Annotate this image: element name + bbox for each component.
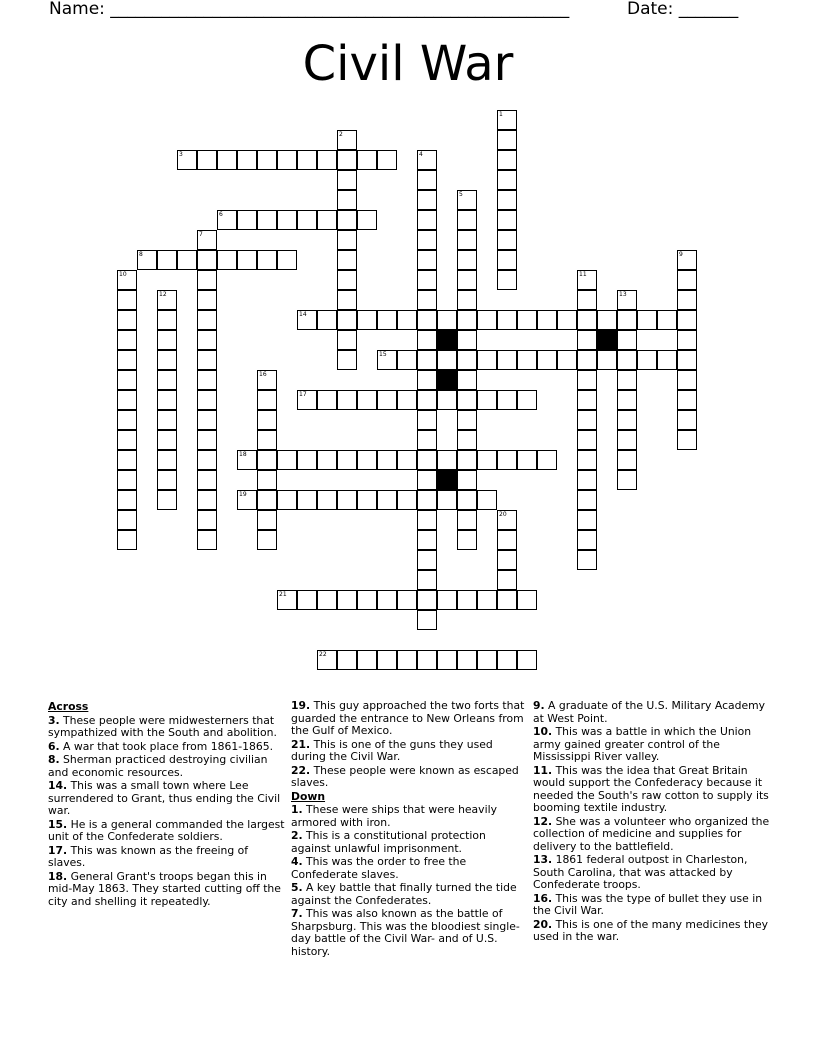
clue-number-13: 13 (619, 291, 627, 298)
grid-cell[interactable] (517, 450, 537, 470)
grid-cell[interactable] (497, 350, 517, 370)
grid-cell[interactable] (457, 370, 477, 390)
grid-cell[interactable] (477, 350, 497, 370)
grid-cell[interactable] (397, 490, 417, 510)
grid-cell[interactable] (257, 410, 277, 430)
grid-cell[interactable] (337, 490, 357, 510)
grid-cell[interactable] (337, 310, 357, 330)
grid-cell[interactable] (497, 390, 517, 410)
grid-cell[interactable] (677, 310, 697, 330)
grid-cell[interactable] (457, 230, 477, 250)
clue-number-12: 12 (159, 291, 167, 298)
grid-cell[interactable] (517, 310, 537, 330)
clue-number-2: 2 (339, 131, 343, 138)
grid-cell[interactable] (197, 370, 217, 390)
grid-cell[interactable] (157, 250, 177, 270)
grid-cell[interactable] (117, 490, 137, 510)
grid-cell[interactable] (497, 130, 517, 150)
clue-number-15: 15 (379, 351, 387, 358)
grid-cell[interactable] (317, 450, 337, 470)
down-clue-11: 11. This was the idea that Great Britain would support the Confederacy because it needed the South's raw cotton to supply its booming textile industry. (533, 763, 769, 814)
grid-cell[interactable] (617, 370, 637, 390)
grid-cell[interactable] (517, 390, 537, 410)
across-clue-14: 14. This was a small town where Lee surrendered to Grant, thus ending the Civil war. (48, 779, 281, 817)
grid-cell[interactable] (437, 590, 457, 610)
grid-cell[interactable] (257, 490, 277, 510)
clue-number-20: 20 (499, 511, 507, 518)
grid-cell[interactable] (157, 390, 177, 410)
down-heading: Down (291, 789, 326, 803)
grid-cell[interactable] (317, 210, 337, 230)
grid-cell[interactable] (397, 450, 417, 470)
across-clue-18: 18. General Grant's troops began this in mid-May 1863. They started cutting off the city and shelling it repeatedly. (48, 869, 281, 908)
grid-cell[interactable] (617, 310, 637, 330)
grid-cell[interactable] (677, 290, 697, 310)
name-field: Name: ______________________________________________________ (49, 0, 570, 19)
grid-cell[interactable] (437, 650, 457, 670)
grid-cell[interactable] (197, 430, 217, 450)
grid-cell[interactable] (617, 350, 637, 370)
grid-cell[interactable] (357, 310, 377, 330)
grid-cell[interactable] (417, 250, 437, 270)
clue-number-14: 14 (299, 311, 307, 318)
grid-cell[interactable] (337, 290, 357, 310)
grid-cell[interactable] (617, 470, 637, 490)
grid-cell[interactable] (317, 390, 337, 410)
grid-cell[interactable] (417, 350, 437, 370)
grid-cell[interactable] (157, 330, 177, 350)
grid-cell[interactable] (157, 370, 177, 390)
grid-cell[interactable] (317, 310, 337, 330)
grid-cell[interactable] (377, 490, 397, 510)
grid-cell[interactable] (437, 350, 457, 370)
grid-cell[interactable] (417, 370, 437, 390)
clue-number-5: 5 (459, 191, 463, 198)
grid-cell[interactable] (457, 350, 477, 370)
clues-column-3 (533, 700, 771, 945)
grid-cell[interactable] (577, 550, 597, 570)
grid-cell[interactable] (337, 150, 357, 170)
grid-cell[interactable] (417, 270, 437, 290)
clue-number-6: 6 (219, 211, 223, 218)
clue-number-17: 17 (299, 391, 307, 398)
grid-cell[interactable] (497, 210, 517, 230)
clues-column-2 (291, 700, 529, 959)
grid-cell[interactable] (217, 150, 237, 170)
grid-cell[interactable] (437, 490, 457, 510)
grid-cell[interactable] (617, 450, 637, 470)
grid-cell[interactable] (157, 450, 177, 470)
clue-number-22: 22 (319, 651, 327, 658)
grid-cell[interactable] (577, 390, 597, 410)
grid-cell[interactable] (157, 310, 177, 330)
clue-number-7: 7 (199, 231, 203, 238)
grid-cell[interactable] (497, 450, 517, 470)
grid-cell[interactable] (477, 490, 497, 510)
grid-cell[interactable] (417, 590, 437, 610)
grid-cell[interactable] (257, 450, 277, 470)
grid-cell[interactable] (337, 170, 357, 190)
grid-cell[interactable] (417, 190, 437, 210)
grid-cell[interactable] (417, 470, 437, 490)
grid-cell[interactable] (577, 470, 597, 490)
grid-cell[interactable] (257, 530, 277, 550)
grid-cell[interactable] (377, 450, 397, 470)
across-clue-3: 3. These people were midwesterners that sympathized with the South and abolition. (48, 713, 277, 739)
grid-cell[interactable] (497, 190, 517, 210)
grid-cell[interactable] (457, 210, 477, 230)
across-clue-21: 21. This is one of the guns they used during the Civil War. (291, 737, 493, 763)
grid-cell[interactable] (357, 210, 377, 230)
grid-cell[interactable] (517, 650, 537, 670)
grid-cell[interactable] (577, 510, 597, 530)
grid-cell[interactable] (417, 230, 437, 250)
grid-cell[interactable] (457, 410, 477, 430)
grid-cell[interactable] (297, 210, 317, 230)
across-clue-6: 6. A war that took place from 1861-1865. (48, 739, 274, 753)
grid-cell[interactable] (577, 370, 597, 390)
clue-number-10: 10 (119, 271, 127, 278)
grid-cell[interactable] (577, 330, 597, 350)
grid-cell[interactable] (337, 350, 357, 370)
grid-cell[interactable] (577, 430, 597, 450)
grid-cell[interactable] (117, 410, 137, 430)
grid-cell[interactable] (197, 410, 217, 430)
grid-cell[interactable] (417, 510, 437, 530)
grid-cell[interactable] (237, 210, 257, 230)
grid-cell[interactable] (557, 350, 577, 370)
grid-cell[interactable] (597, 350, 617, 370)
grid-cell[interactable] (197, 490, 217, 510)
grid-cell[interactable] (497, 570, 517, 590)
clue-number-19: 19 (239, 491, 247, 498)
grid-cell[interactable] (397, 590, 417, 610)
date-field: Date: _______ (627, 0, 739, 19)
grid-cell[interactable] (197, 330, 217, 350)
grid-cell[interactable] (297, 450, 317, 470)
grid-cell[interactable] (157, 470, 177, 490)
grid-cell[interactable] (617, 390, 637, 410)
grid-cell[interactable] (377, 310, 397, 330)
grid-cell[interactable] (457, 390, 477, 410)
grid-cell[interactable] (577, 350, 597, 370)
grid-cell[interactable] (457, 330, 477, 350)
black-cell (597, 330, 617, 350)
grid-cell[interactable] (457, 490, 477, 510)
down-clue-20: 20. This is one of the many medicines they used in the war. (533, 917, 769, 943)
grid-cell[interactable] (657, 310, 677, 330)
puzzle-title: Civil War (302, 36, 514, 92)
grid-cell[interactable] (437, 390, 457, 410)
grid-cell[interactable] (117, 470, 137, 490)
grid-cell[interactable] (197, 290, 217, 310)
grid-cell[interactable] (617, 410, 637, 430)
grid-cell[interactable] (337, 390, 357, 410)
grid-cell[interactable] (277, 150, 297, 170)
grid-cell[interactable] (497, 150, 517, 170)
grid-cell[interactable] (377, 590, 397, 610)
grid-cell[interactable] (197, 250, 217, 270)
grid-cell[interactable] (577, 310, 597, 330)
grid-cell[interactable] (177, 250, 197, 270)
grid-cell[interactable] (577, 490, 597, 510)
down-clue-16: 16. This was the type of bullet they use in the Civil War. (533, 891, 763, 917)
grid-cell[interactable] (357, 650, 377, 670)
grid-cell[interactable] (677, 270, 697, 290)
grid-cell[interactable] (417, 530, 437, 550)
grid-cell[interactable] (597, 310, 617, 330)
clue-number-1: 1 (499, 111, 503, 118)
grid-cell[interactable] (577, 450, 597, 470)
grid-cell[interactable] (477, 450, 497, 470)
black-cell (437, 470, 457, 490)
grid-cell[interactable] (417, 410, 437, 430)
grid-cell[interactable] (657, 350, 677, 370)
down-clue-10: 10. This was a battle in which the Union army gained greater control of the Mississippi River valley. (533, 725, 752, 763)
grid-cell[interactable] (417, 550, 437, 570)
across-heading: Across (48, 700, 89, 713)
grid-cell[interactable] (497, 230, 517, 250)
grid-cell[interactable] (117, 450, 137, 470)
grid-cell[interactable] (117, 390, 137, 410)
across-clue-15: 15. He is a general commanded the largest unit of the Confederate soldiers. (48, 817, 285, 843)
grid-cell[interactable] (257, 150, 277, 170)
grid-cell[interactable] (417, 610, 437, 630)
grid-cell[interactable] (397, 350, 417, 370)
grid-cell[interactable] (417, 290, 437, 310)
grid-cell[interactable] (477, 390, 497, 410)
grid-cell[interactable] (537, 350, 557, 370)
grid-cell[interactable] (257, 510, 277, 530)
grid-cell[interactable] (237, 150, 257, 170)
grid-cell[interactable] (497, 270, 517, 290)
grid-cell[interactable] (297, 490, 317, 510)
grid-cell[interactable] (117, 370, 137, 390)
grid-cell[interactable] (677, 370, 697, 390)
grid-cell[interactable] (117, 290, 137, 310)
grid-cell[interactable] (277, 250, 297, 270)
grid-cell[interactable] (117, 530, 137, 550)
grid-cell[interactable] (497, 310, 517, 330)
grid-cell[interactable] (117, 330, 137, 350)
grid-cell[interactable] (397, 310, 417, 330)
grid-cell[interactable] (197, 530, 217, 550)
grid-cell[interactable] (417, 330, 437, 350)
down-clue-12: 12. She was a volunteer who organized the collection of medicine and supplies for delivery to the battlefield. (533, 814, 770, 853)
grid-cell[interactable] (497, 550, 517, 570)
grid-cell[interactable] (417, 450, 437, 470)
grid-cell[interactable] (437, 310, 457, 330)
grid-cell[interactable] (457, 650, 477, 670)
grid-cell[interactable] (497, 170, 517, 190)
grid-cell[interactable] (577, 530, 597, 550)
grid-cell[interactable] (197, 310, 217, 330)
grid-cell[interactable] (537, 450, 557, 470)
grid-cell[interactable] (337, 590, 357, 610)
grid-cell[interactable] (417, 430, 437, 450)
grid-cell[interactable] (397, 650, 417, 670)
grid-cell[interactable] (477, 650, 497, 670)
across-clue-19: 19. This guy approached the two forts that guarded the entrance to New Orleans from the Gulf of Mexico. (291, 699, 525, 737)
grid-cell[interactable] (677, 350, 697, 370)
down-clue-9: 9. A graduate of the U.S. Military Academy at West Point. (533, 699, 766, 725)
grid-cell[interactable] (117, 510, 137, 530)
grid-cell[interactable] (337, 650, 357, 670)
grid-cell[interactable] (277, 490, 297, 510)
grid-cell[interactable] (117, 310, 137, 330)
grid-cell[interactable] (197, 510, 217, 530)
grid-cell[interactable] (417, 310, 437, 330)
grid-cell[interactable] (217, 250, 237, 270)
grid-cell[interactable] (477, 590, 497, 610)
grid-cell[interactable] (377, 390, 397, 410)
grid-cell[interactable] (537, 310, 557, 330)
grid-cell[interactable] (497, 250, 517, 270)
grid-cell[interactable] (117, 430, 137, 450)
grid-cell[interactable] (337, 230, 357, 250)
grid-cell[interactable] (517, 590, 537, 610)
grid-cell[interactable] (157, 350, 177, 370)
down-clue-7: 7. This was also known as the battle of Sharpsburg. This was the bloodiest single-day battle of the Civil War- and of U.S. history. (291, 907, 520, 958)
grid-cell[interactable] (677, 430, 697, 450)
grid-cell[interactable] (257, 250, 277, 270)
down-clue-1: 1. These were ships that were heavily armored with iron. (291, 803, 497, 829)
grid-cell[interactable] (297, 150, 317, 170)
grid-cell[interactable] (337, 190, 357, 210)
across-clue-22: 22. These people were known as escaped slaves. (291, 763, 519, 789)
grid-cell[interactable] (457, 310, 477, 330)
grid-cell[interactable] (197, 350, 217, 370)
grid-cell[interactable] (617, 330, 637, 350)
grid-cell[interactable] (457, 530, 477, 550)
grid-cell[interactable] (497, 650, 517, 670)
grid-cell[interactable] (337, 330, 357, 350)
clue-number-16: 16 (259, 371, 267, 378)
grid-cell[interactable] (357, 490, 377, 510)
black-cell (437, 330, 457, 350)
grid-cell[interactable] (337, 250, 357, 270)
down-clue-4: 4. This was the order to free the Confederate slaves. (291, 855, 467, 881)
black-cell (437, 370, 457, 390)
grid-cell[interactable] (317, 490, 337, 510)
grid-cell[interactable] (497, 590, 517, 610)
grid-cell[interactable] (457, 470, 477, 490)
grid-cell[interactable] (617, 430, 637, 450)
grid-cell[interactable] (257, 210, 277, 230)
down-clue-2: 2. This is a constitutional protection against unlawful imprisonment. (291, 829, 486, 855)
grid-cell[interactable] (637, 350, 657, 370)
grid-cell[interactable] (457, 510, 477, 530)
across-clue-17: 17. This was known as the freeing of slaves. (48, 843, 249, 869)
clue-number-8: 8 (139, 251, 143, 258)
grid-cell[interactable] (257, 430, 277, 450)
clue-number-9: 9 (679, 251, 683, 258)
grid-cell[interactable] (417, 490, 437, 510)
grid-cell[interactable] (577, 410, 597, 430)
grid-cell[interactable] (397, 390, 417, 410)
grid-cell[interactable] (637, 310, 657, 330)
grid-cell[interactable] (317, 590, 337, 610)
clue-number-11: 11 (579, 271, 587, 278)
grid-cell[interactable] (557, 310, 577, 330)
grid-cell[interactable] (417, 570, 437, 590)
grid-cell[interactable] (477, 310, 497, 330)
grid-cell[interactable] (357, 450, 377, 470)
grid-cell[interactable] (677, 410, 697, 430)
grid-cell[interactable] (197, 270, 217, 290)
grid-cell[interactable] (437, 450, 457, 470)
down-clue-13: 13. 1861 federal outpost in Charleston, South Carolina, that was attacked by Confederate troops. (533, 853, 748, 891)
clues-column-1 (48, 700, 286, 909)
grid-cell[interactable] (197, 470, 217, 490)
grid-cell[interactable] (417, 170, 437, 190)
grid-cell[interactable] (677, 390, 697, 410)
clue-number-18: 18 (239, 451, 247, 458)
grid-cell[interactable] (317, 150, 337, 170)
grid-cell[interactable] (417, 650, 437, 670)
grid-cell[interactable] (377, 650, 397, 670)
grid-cell[interactable] (357, 390, 377, 410)
grid-cell[interactable] (517, 350, 537, 370)
grid-cell[interactable] (417, 390, 437, 410)
grid-cell[interactable] (277, 210, 297, 230)
grid-cell[interactable] (357, 590, 377, 610)
grid-cell[interactable] (337, 210, 357, 230)
grid-cell[interactable] (457, 250, 477, 270)
grid-cell[interactable] (257, 390, 277, 410)
grid-cell[interactable] (157, 490, 177, 510)
down-clue-5: 5. A key battle that finally turned the tide against the Confederates. (291, 881, 517, 907)
clue-number-3: 3 (179, 151, 183, 158)
grid-cell[interactable] (277, 450, 297, 470)
grid-cell[interactable] (337, 270, 357, 290)
grid-cell[interactable] (237, 250, 257, 270)
grid-cell[interactable] (577, 290, 597, 310)
grid-cell[interactable] (297, 590, 317, 610)
grid-cell[interactable] (457, 290, 477, 310)
grid-cell[interactable] (197, 450, 217, 470)
grid-cell[interactable] (457, 270, 477, 290)
grid-cell[interactable] (157, 410, 177, 430)
grid-cell[interactable] (117, 350, 137, 370)
grid-cell[interactable] (197, 390, 217, 410)
grid-cell[interactable] (197, 150, 217, 170)
grid-cell[interactable] (357, 150, 377, 170)
grid-cell[interactable] (417, 210, 437, 230)
clue-number-21: 21 (279, 591, 287, 598)
across-clue-8: 8. Sherman practiced destroying civilian and economic resources. (48, 753, 268, 779)
clue-number-4: 4 (419, 151, 423, 158)
grid-cell[interactable] (457, 430, 477, 450)
grid-cell[interactable] (677, 330, 697, 350)
grid-cell[interactable] (497, 530, 517, 550)
grid-cell[interactable] (157, 430, 177, 450)
grid-cell[interactable] (457, 590, 477, 610)
grid-cell[interactable] (337, 450, 357, 470)
grid-cell[interactable] (457, 450, 477, 470)
grid-cell[interactable] (377, 150, 397, 170)
grid-cell[interactable] (257, 470, 277, 490)
